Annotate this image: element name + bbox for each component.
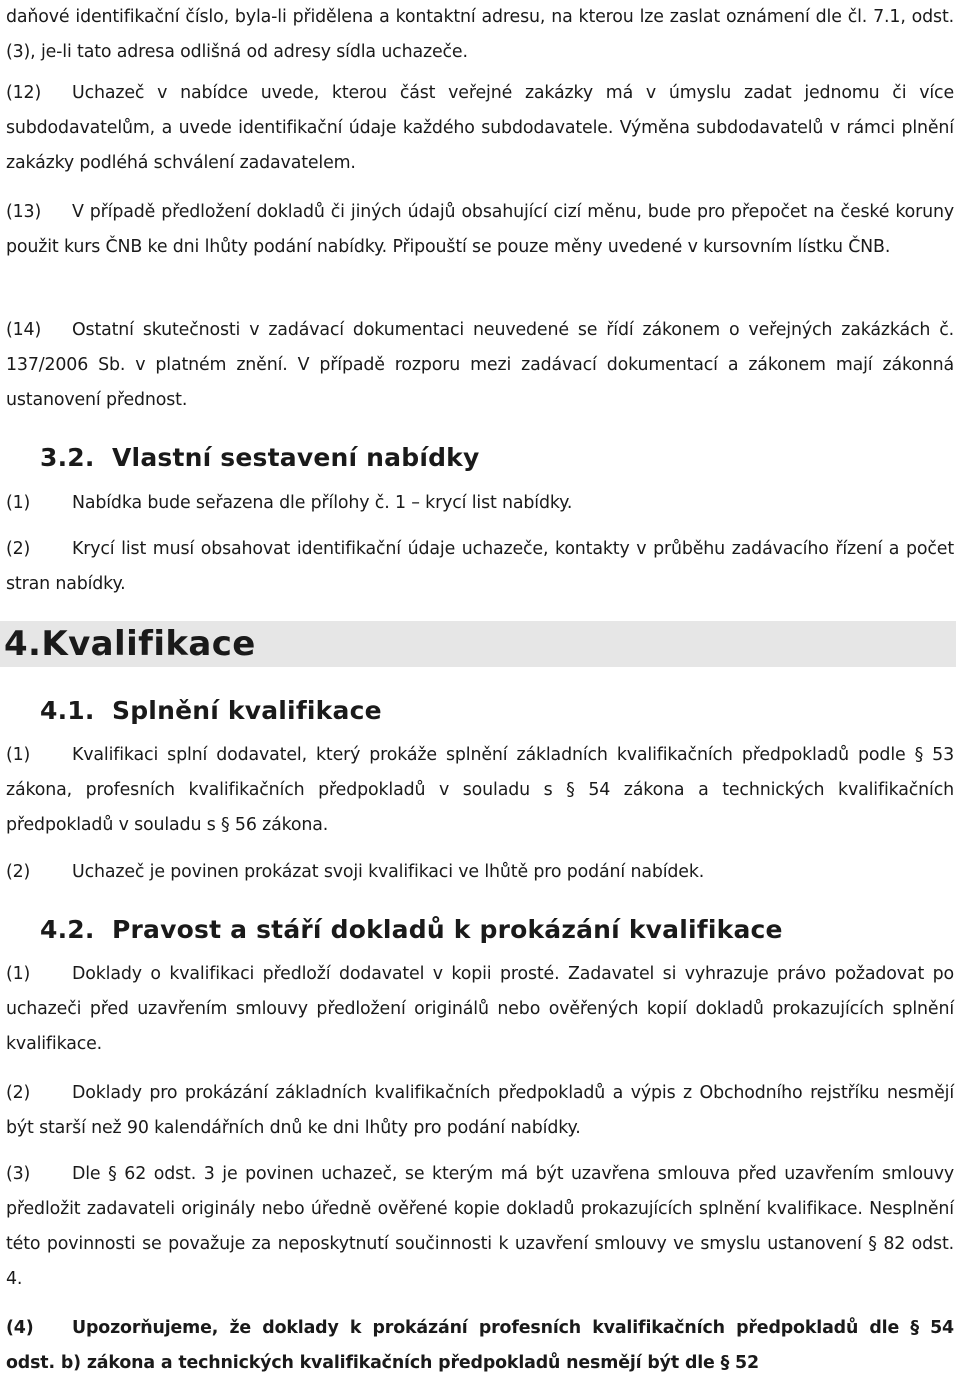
paragraph-text: Nabídka bude seřazena dle přílohy č. 1 – krycí list nabídky. (72, 493, 573, 513)
chapter-number: 4. (4, 624, 42, 664)
section-title: Pravost a stáří dokladů k prokázání kvalifikace (112, 915, 783, 944)
section-title: Splnění kvalifikace (112, 696, 382, 725)
paragraph-number: (1) (6, 964, 31, 984)
chapter-title: Kvalifikace (41, 624, 256, 664)
paragraph-13 (0, 195, 960, 265)
chapter-heading-4 (0, 621, 956, 667)
section-title: Vlastní sestavení nabídky (112, 443, 480, 472)
paragraph-4-2-3 (0, 1157, 960, 1297)
paragraph-4-1-2 (0, 855, 960, 890)
paragraph-number: (1) (6, 493, 31, 513)
paragraph-3-2-2 (0, 532, 960, 602)
section-heading-3-2 (0, 438, 480, 478)
paragraph-12 (0, 76, 960, 181)
paragraph-number: (2) (6, 539, 31, 559)
paragraph-text: Uchazeč je povinen prokázat svoji kvalifikaci ve lhůtě pro podání nabídek. (72, 862, 705, 882)
paragraph-text: Upozorňujeme, že doklady k prokázání profesních kvalifikačních předpokladů dle § 54 odst. b) zákona a technických kvalifikačních předpokladů nesmějí být dle § 52 (6, 1318, 954, 1373)
section-number: 3.2. (40, 443, 95, 472)
section-number: 4.2. (40, 915, 95, 944)
paragraph-number: (1) (6, 745, 31, 765)
paragraph-4-2-1 (0, 957, 960, 1062)
section-number: 4.1. (40, 696, 95, 725)
paragraph-number: (2) (6, 1083, 31, 1103)
paragraph-3-2-1 (0, 486, 960, 521)
paragraph-number: (4) (6, 1318, 34, 1338)
paragraph-text: Dle § 62 odst. 3 je povinen uchazeč, se kterým má být uzavřena smlouva před uzavřením smlouvy předložit zadavateli originály nebo úředně ověřené kopie dokladů prokazujících splnění kvalifikace. Nesplnění této povinnosti se považuje za neposkytnutí součinnosti k uzavření smlouvy ve smyslu ustanovení § 82 odst. 4. (6, 1164, 954, 1289)
paragraph-text: Doklady pro prokázání základních kvalifikačních předpokladů a výpis z Obchodního rejstříku nesmějí být starší než 90 kalendářních dnů ke dni lhůty pro podání nabídky. (6, 1083, 954, 1138)
paragraph-text: Krycí list musí obsahovat identifikační údaje uchazeče, kontakty v průběhu zadávacího řízení a počet stran nabídky. (6, 539, 954, 594)
intro-text: daňové identifikační číslo, byla-li přidělena a kontaktní adresu, na kterou lze zaslat oznámení dle čl. 7.1, odst. (3), je-li tato adresa odlišná od adresy sídla uchazeče. (6, 7, 954, 62)
paragraph-text: Kvalifikaci splní dodavatel, který prokáže splnění základních kvalifikačních předpokladů podle § 53 zákona, profesních kvalifikačních předpokladů v souladu s § 54 zákona a technických kvalifikačních předpokladů v souladu s § 56 zákona. (6, 745, 954, 835)
paragraph-4-2-2 (0, 1076, 960, 1146)
paragraph-number: (14) (6, 320, 42, 340)
paragraph-14 (0, 313, 960, 418)
paragraph-number: (12) (6, 83, 42, 103)
paragraph-number: (2) (6, 862, 31, 882)
paragraph-text: V případě předložení dokladů či jiných údajů obsahující cizí měnu, bude pro přepočet na české koruny použit kurs ČNB ke dni lhůty podání nabídky. Připouští se pouze měny uvedené v kursovním lístku ČNB. (6, 202, 954, 257)
paragraph-text: Uchazeč v nabídce uvede, kterou část veřejné zakázky má v úmyslu zadat jednomu či více subdodavatelům, a uvede identifikační údaje každého subdodavatele. Výměna subdodavatelů v rámci plnění zakázky podléhá schválení zadavatelem. (6, 83, 954, 173)
paragraph-number: (3) (6, 1164, 31, 1184)
paragraph-4-2-4 (0, 1311, 960, 1381)
paragraph-number: (13) (6, 202, 42, 222)
paragraph-4-1-1 (0, 738, 960, 843)
section-heading-4-2 (0, 910, 783, 950)
paragraph-text: Ostatní skutečnosti v zadávací dokumentaci neuvedené se řídí zákonem o veřejných zakázkách č. 137/2006 Sb. v platném znění. V případě rozporu mezi zadávací dokumentací a zákonem mají zákonná ustanovení přednost. (6, 320, 954, 410)
paragraph-text: Doklady o kvalifikaci předloží dodavatel v kopii prosté. Zadavatel si vyhrazuje právo požadovat po uchazeči před uzavřením smlouvy předložení originálů nebo ověřených kopií dokladů prokazujících splnění kvalifikace. (6, 964, 954, 1054)
section-heading-4-1 (0, 691, 382, 731)
intro-paragraph (0, 0, 960, 70)
